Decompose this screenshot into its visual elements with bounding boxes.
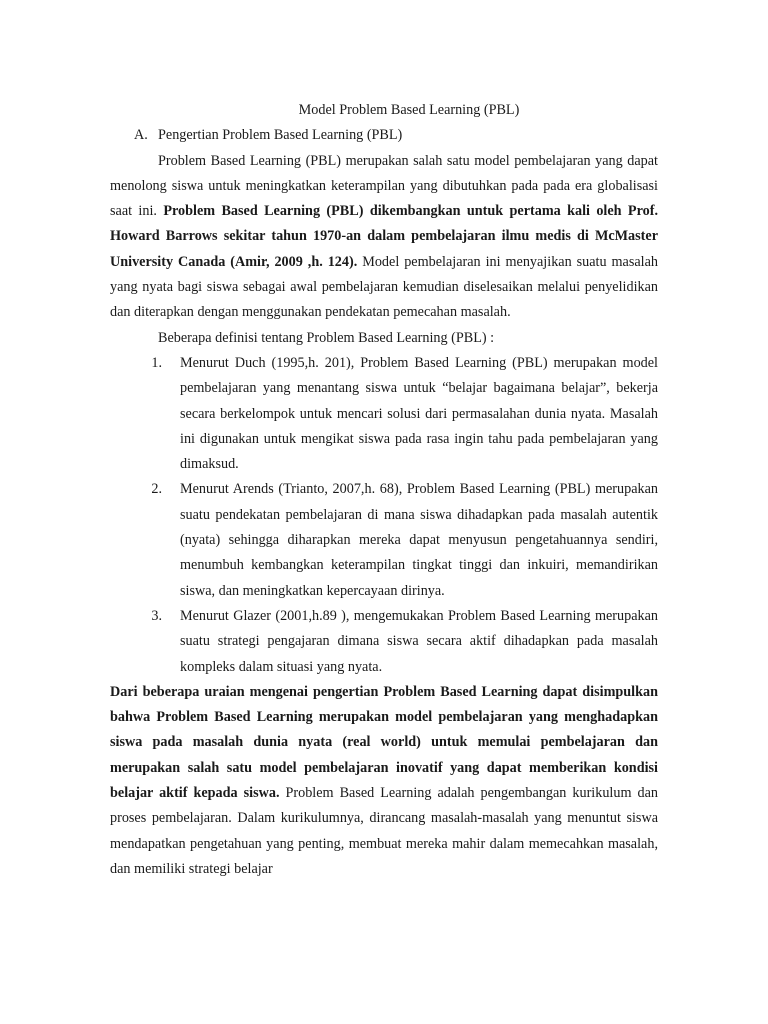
definition-item xyxy=(110,351,658,477)
section-heading-text: Pengertian Problem Based Learning (PBL) xyxy=(158,127,403,144)
section-marker: A. xyxy=(134,127,148,144)
definition-text: Menurut Arends (Trianto, 2007,h. 68), Problem Based Learning (PBL) merupakan suatu pendekatan pembelajaran di mana siswa dihadapkan pada masalah autentik (nyata) sehingga diharapkan mereka dapat menyusun pengetahuannya sendiri, menumbuh kembangkan keterampilan tingkat tinggi dan inkuiri, memandirikan siswa, dan meningkatkan kepercayaan dirinya. xyxy=(180,481,658,599)
definitions-list xyxy=(110,351,658,680)
section-heading xyxy=(110,123,658,148)
definition-number: 3. xyxy=(151,607,162,624)
paragraph-intro xyxy=(110,149,658,326)
conclusion-paragraph xyxy=(110,680,658,882)
definition-item xyxy=(110,604,658,680)
definition-number: 1. xyxy=(151,354,162,371)
definition-text: Menurut Duch (1995,h. 201), Problem Based Learning (PBL) merupakan model pembelajaran yang menantang siswa untuk “belajar bagaimana belajar”, bekerja secara berkelompok untuk mencari solusi dari permasalahan dunia nyata. Masalah ini digunakan untuk mengikat siswa pada rasa ingin tahu pada pembelajaran yang dimaksud. xyxy=(180,354,658,473)
definition-number: 2. xyxy=(151,481,162,498)
definitions-intro: Beberapa definisi tentang Problem Based Learning (PBL) : xyxy=(158,329,495,346)
definition-text: Menurut Glazer (2001,h.89 ), mengemukakan Problem Based Learning merupakan suatu strategi pengajaran dimana siswa secara aktif dihadapkan pada masalah kompleks dalam situasi yang nyata. xyxy=(180,607,658,675)
document-title: Model Problem Based Learning (PBL) xyxy=(298,102,520,118)
paragraph-intro-text: Problem Based Learning (PBL) merupakan salah satu model pembelajaran yang dapat menolong siswa untuk meningkatkan keterampilan yang dibutuhkan pada pada era globalisasi saat ini. xyxy=(110,152,658,220)
conclusion-rest: Problem Based Learning adalah pengembangan kurikulum dan proses pembelajaran. Dalam kurikulumnya, dirancang masalah-masalah yang menuntut siswa mendapatkan pengetahuan yang penting, membuat mereka mahir dalam memecahkan masalah, dan memiliki strategi belajar xyxy=(110,785,658,877)
conclusion-bold: Dari beberapa uraian mengenai pengertian Problem Based Learning dapat disimpulkan bahwa Problem Based Learning merupakan model pembelajaran yang menghadapkan siswa pada masalah dunia nyata (real world) untuk memulai pembelajaran dan merupakan salah satu model pembelajaran inovatif yang dapat memberikan kondisi belajar aktif kepada siswa. xyxy=(110,683,658,802)
paragraph-intro-bold: Problem Based Learning (PBL) dikembangkan untuk pertama kali oleh Prof. Howard Barrows sekitar tahun 1970-an dalam pembelajaran ilmu medis di McMaster University Canada (Amir, 2009 ,h. 124). xyxy=(110,203,658,270)
definition-item xyxy=(110,477,658,603)
document-body xyxy=(110,98,658,882)
paragraph-intro-rest: Model pembelajaran ini menyajikan suatu masalah yang nyata bagi siswa sebagai awal pembelajaran kemudian diselesaikan melalui penyelidikan dan diterapkan dengan menggunakan pendekatan pemecahan masalah. xyxy=(110,253,659,321)
